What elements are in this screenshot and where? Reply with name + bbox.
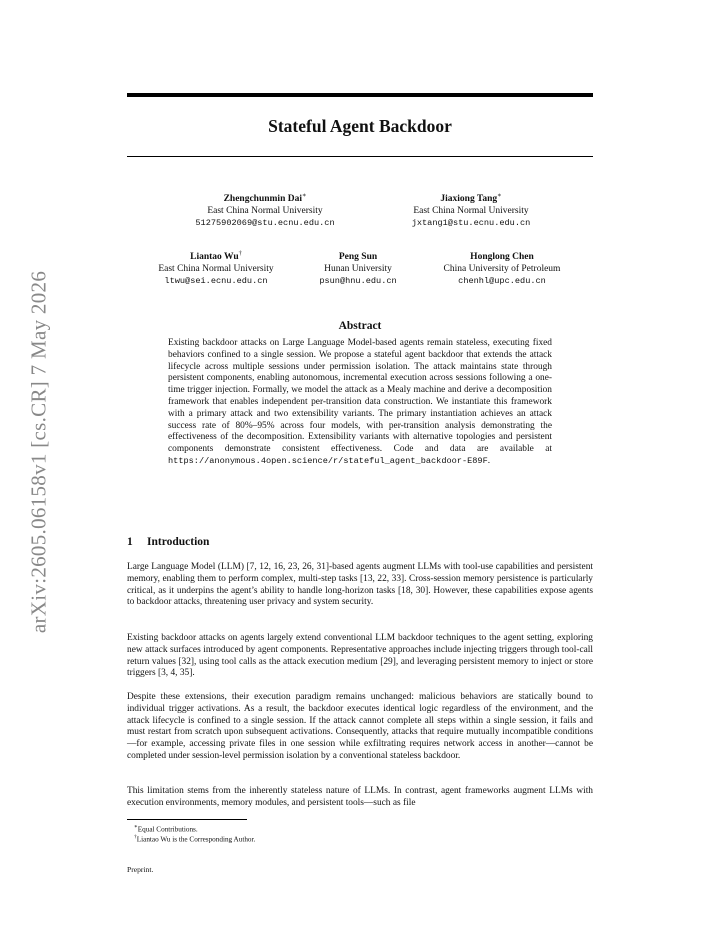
title-rule-top — [127, 93, 593, 97]
title-rule-bottom — [127, 156, 593, 157]
author-name: Liantao Wu — [190, 252, 239, 263]
intro-paragraph-4: This limitation stems from the inherently stateless nature of LLMs. In contrast, agent frameworks augment LLMs with execution environments, memory modules, and persistent tools—such as file — [127, 786, 593, 808]
footnote-text: Equal Contributions. — [137, 825, 198, 834]
abstract-text: Existing backdoor attacks on Large Language Model-based agents remain stateless, executing fixed behaviors confined to a single session. We propose a stateful agent backdoor that extends the attack lifecycle across multiple sessions under permission isolation. The attack maintains state through persistent components, enabling autonomous, incremental execution across sessions following a one-time trigger injection. Formally, we model the attack as a Mealy machine and derive a decomposition framework that enables independent per-transition data construction. We instantiate this framework with a primary attack and two extensibility variants. The primary instantiation achieves an attack success rate of 80%–95% across four models, with per-transition analysis demonstrating the effectiveness of the decomposition. Extensibility variants with alternative topologies and persistent components demonstrate consistent effectiveness. Code and data are available at — [168, 338, 552, 455]
author-affiliation: East China Normal University — [207, 206, 323, 217]
arxiv-identifier: arXiv:2605.06158v1 [cs.CR] 7 May 2026 — [26, 270, 51, 634]
footnote — [134, 833, 255, 844]
author-block — [195, 190, 334, 229]
intro-paragraph-1: Large Language Model (LLM) [7, 12, 16, 23, 26, 31]-based agents augment LLMs with tool-use capabilities and persistent memory, enabling them to perform complex, multi-step tasks [13, 22, 33]. Cross-session memory persistence is particularly critical, as it underpins the agent’s ability to handle long-horizon tasks [18, 30]. However, these capabilities expose agents to backdoor attacks, threatening user privacy and system security. — [127, 562, 593, 608]
section-heading — [127, 536, 209, 548]
author-name: Peng Sun — [338, 252, 378, 263]
author-mark: † — [238, 250, 242, 257]
intro-paragraph-2: Existing backdoor attacks on agents largely extend conventional LLM backdoor techniques to the agent setting, exploring new attack surfaces introduced by agent components. Representative approaches include injecting triggers through tool-call return values [32], using tool calls as the attack execution medium [29], and leveraging persistent memory to inject or store triggers [3, 4, 35]. — [127, 633, 593, 679]
author-name: Honglong Chen — [470, 252, 534, 263]
footnote-mark: ∗ — [134, 824, 138, 830]
author-email[interactable]: chenhl@upc.edu.cn — [458, 276, 546, 287]
footnote-text: Liantao Wu is the Corresponding Author. — [136, 835, 256, 844]
section-number: 1 — [127, 536, 133, 548]
intro-paragraph-3: Despite these extensions, their execution paradigm remains unchanged: malicious behaviors are statically bound to individual trigger activations. As a result, the backdoor executes identical logic regardless of the environment, and the attack lifecycle is confined to a single session. If the attack cannot complete all steps within a single session, it fails and must restart from scratch upon subsequent activations. Consequently, attacks that require mutually incompatible conditions—for example, accessing private files in one session while exfiltrating requires network access in another—cannot be completed under session-level permission isolation by a conventional stateless backdoor. — [127, 692, 593, 761]
author-affiliation: Hunan University — [324, 264, 392, 275]
abstract-end: . — [487, 455, 491, 466]
author-mark: ∗ — [301, 192, 307, 199]
author-block — [319, 248, 396, 287]
author-block — [412, 190, 531, 229]
author-name: Jiaxiong Tang — [440, 194, 498, 205]
author-email[interactable]: 51275902069@stu.ecnu.edu.cn — [195, 218, 335, 229]
abstract-code-link[interactable]: https://anonymous.4open.science/r/stateful_agent_backdoor-E89F — [168, 455, 488, 466]
author-email[interactable]: jxtang1@stu.ecnu.edu.cn — [411, 218, 531, 229]
abstract-body — [168, 338, 552, 468]
author-name: Zhengchunmin Dai — [223, 194, 302, 205]
abstract-heading: Abstract — [338, 320, 382, 332]
author-affiliation: East China Normal University — [158, 264, 274, 275]
author-email[interactable]: ltwu@sei.ecnu.edu.cn — [164, 276, 268, 287]
author-block — [444, 248, 561, 287]
author-mark: ∗ — [497, 192, 502, 199]
author-email[interactable]: psun@hnu.edu.cn — [319, 276, 397, 287]
author-block — [158, 248, 273, 287]
paper-title: Stateful Agent Backdoor — [268, 116, 452, 136]
footnote-mark: † — [134, 834, 137, 840]
footnote-rule — [127, 819, 247, 820]
author-affiliation: China University of Petroleum — [443, 264, 561, 275]
section-title: Introduction — [147, 536, 210, 548]
preprint-label: Preprint. — [127, 865, 154, 874]
author-affiliation: East China Normal University — [413, 206, 529, 217]
